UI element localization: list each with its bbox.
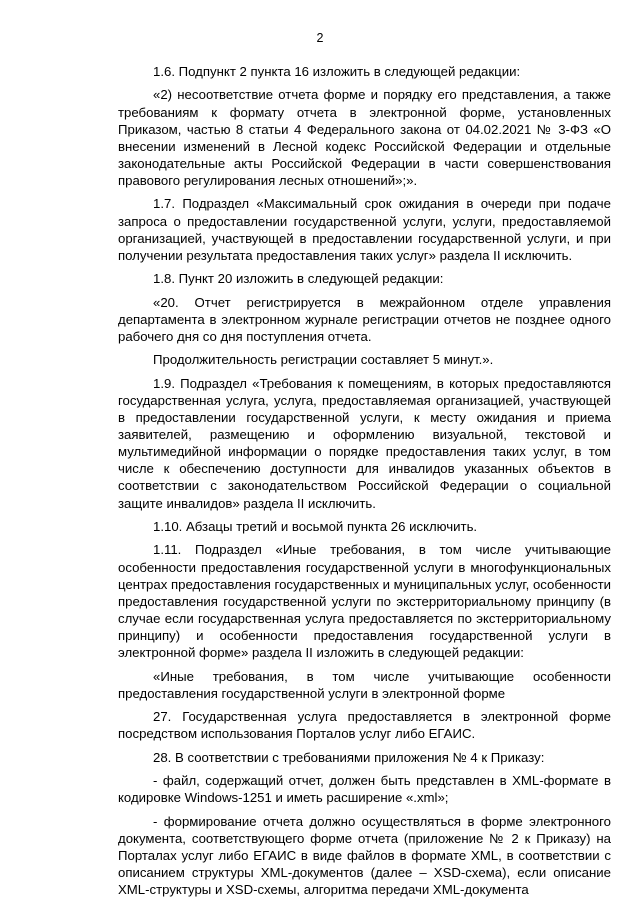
paragraph-27: 27. Государственная услуга предоставляется в электронной форме посредством использования Порталов услуг либо ЕГАИС. — [118, 709, 611, 742]
paragraph-1-8: 1.8. Пункт 20 изложить в следующей редакции: — [153, 271, 444, 287]
paragraph-registration-duration: Продолжительность регистрации составляет 5 минут.». — [153, 352, 494, 368]
list-item-file-format: - файл, содержащий отчет, должен быть представлен в XML-формате в кодировке Windows-1251 и иметь расширение «.xml»; — [118, 773, 611, 806]
paragraph-1-11: 1.11. Подраздел «Иные требования, в том числе учитывающие особенности предоставления государственной услуги в многофункциональных центрах предоставления государственных и муниципальных услуг, особенности предоставления государственной услуги по экстерриториальному принципу (в случае если государственная услуга предоставляется по экстерриториальному принципу) и особенности предоставления государственной услуги в электронной форме» раздела II изложить в следующей редакции: — [118, 542, 612, 661]
paragraph-quote-20: «20. Отчет регистрируется в межрайонном отделе управления департамента в электронном журнале регистрации отчетов не позднее одного рабочего дня со дня поступления отчета. — [118, 294, 611, 344]
paragraph-1-10: 1.10. Абзацы третий и восьмой пункта 26 исключить. — [153, 518, 478, 534]
list-item-report-formation: - формирование отчета должно осуществляться в форме электронного документа, соответствующего форме отчета (приложение № 2 к Приказу) на Порталах услуг либо ЕГАИС в виде файлов в формате XML, в соответствии с описанием структуры XML-документов (далее – XSD-схема), если описание XML-структуры и XSD-схемы, алгоритма передачи XML-документа — [118, 813, 611, 898]
document-body — [118, 63, 611, 905]
paragraph-1-9: 1.9. Подраздел «Требования к помещениям, в которых предоставляются государственная услуга, услуга, предоставляемая организацией, участвующей в предоставлении государственной услуги, к месту ожидания и приема заявителей, размещению и оформлению визуальной, текстовой и мультимедийной информации о порядке предоставления таких услуг, в том числе к обеспечению доступности для инвалидов указанных объектов в соответствии с законодательством Российской Федерации о социальной защите инвалидов» раздела II исключить. — [118, 375, 611, 511]
paragraph-subsection-title: «Иные требования, в том числе учитывающие особенности предоставления государственной услуги в электронной форме — [118, 668, 611, 701]
paragraph-1-7: 1.7. Подраздел «Максимальный срок ожидания в очереди при подаче запроса о предоставлении государственной услуги, услуги, предоставляемой организацией, участвующей в предоставлении государственной услуги, и при получении результата предоставления таких услуг» раздела II исключить. — [118, 196, 611, 263]
paragraph-quote-2: «2) несоответствие отчета форме и порядку его представления, а также требованиям к формату отчета в электронной форме, установленных Приказом, частью 8 статьи 4 Федерального закона от 04.02.2021 № 3-ФЗ «О внесении изменений в Лесной кодекс Российской Федерации и отдельные законодательные акты Российской Федерации в части совершенствования правового регулирования лесных отношений»;». — [118, 87, 611, 188]
page-number: 2 — [316, 31, 324, 45]
paragraph-28: 28. В соответствии с требованиями приложения № 4 к Приказу: — [153, 749, 545, 765]
paragraph-1-6: 1.6. Подпункт 2 пункта 16 изложить в следующей редакции: — [153, 64, 521, 79]
